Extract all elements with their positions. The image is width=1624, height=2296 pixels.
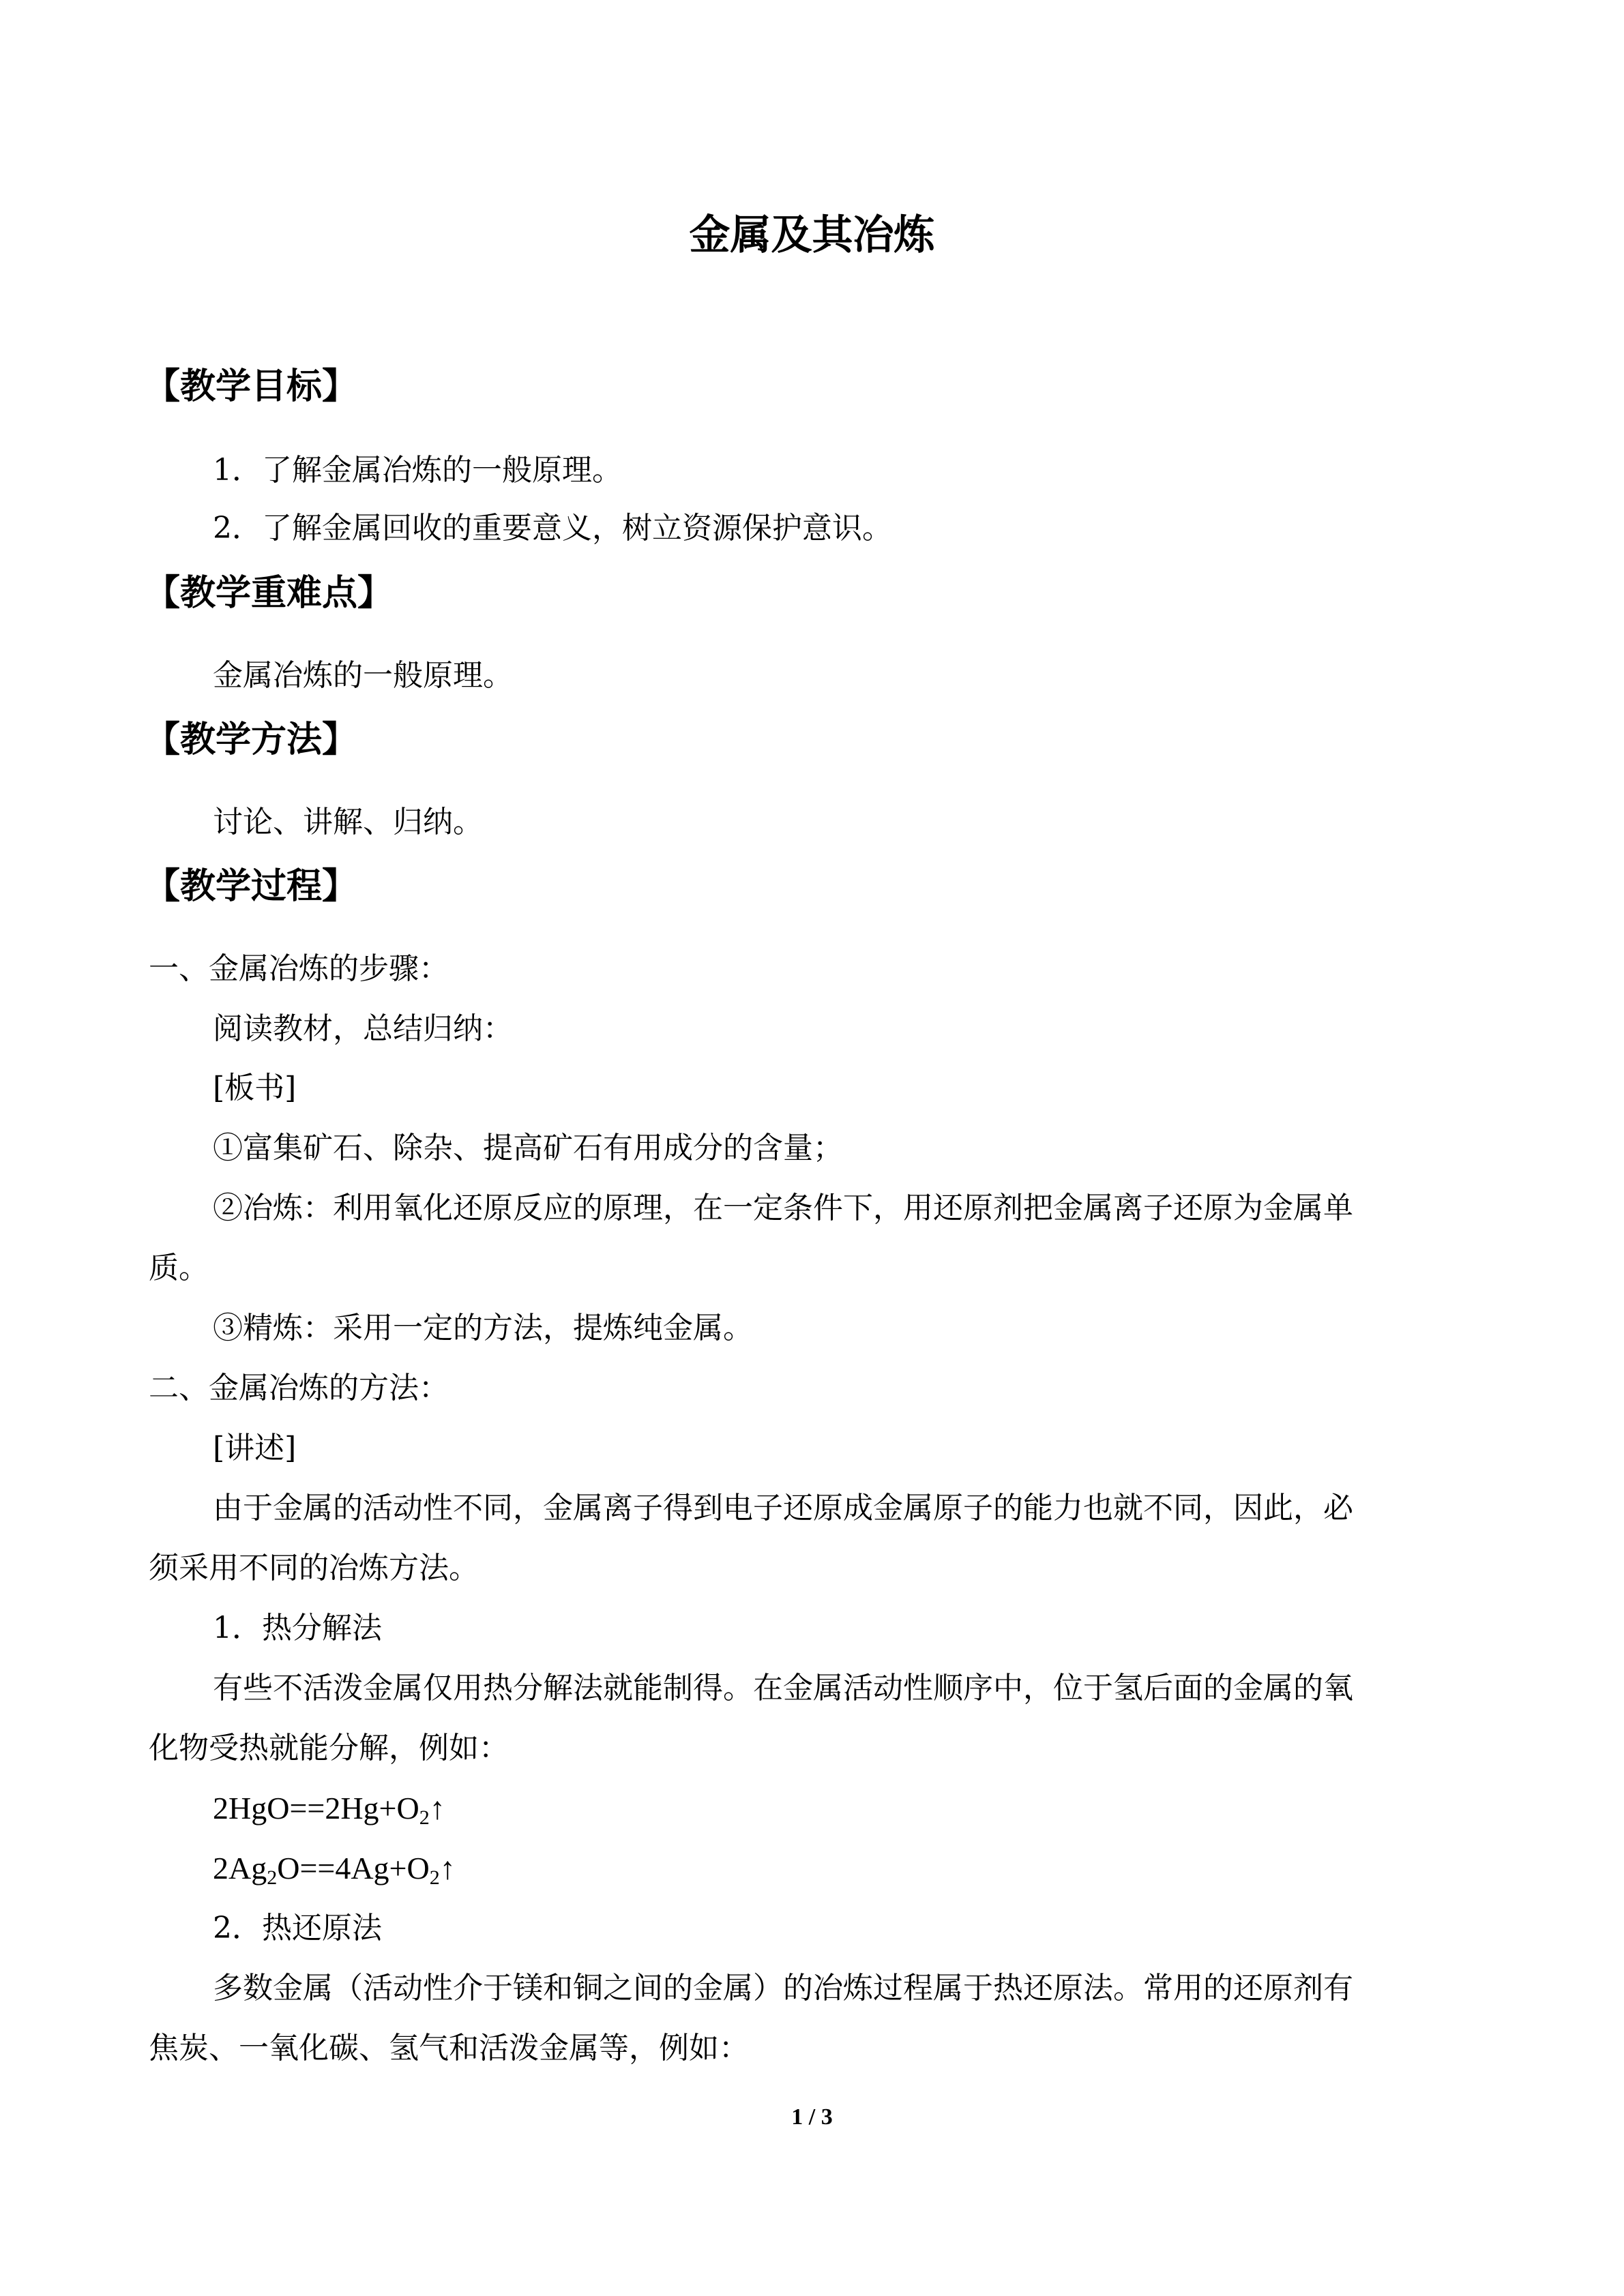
- lecture-label: [讲述]: [213, 1431, 297, 1465]
- methods-text: 讨论、讲解、归纳。: [213, 805, 483, 839]
- up-arrow-icon: ↑: [439, 1851, 456, 1885]
- section-heading-objectives: 【教学目标】: [145, 366, 358, 407]
- equation-2-part-a: 2Ag: [213, 1851, 267, 1885]
- equation-1-subscript: 2: [419, 1806, 430, 1829]
- equation-1: [213, 1788, 445, 1829]
- step-2-line-1: ②冶炼：利用氧化还原反应的原理，在一定条件下，用还原剂把金属离子还原为金属单: [213, 1191, 1353, 1225]
- document-title: 金属及其冶炼: [689, 211, 935, 259]
- method-1-line-2: 化物受热就能分解，例如：: [149, 1731, 509, 1765]
- equation-2-subscript-2: 2: [429, 1866, 440, 1889]
- up-arrow-icon: ↑: [429, 1791, 445, 1825]
- step-3: ③精炼：采用一定的方法，提炼纯金属。: [213, 1311, 753, 1345]
- equation-1-text: 2HgO==2Hg+O: [213, 1791, 419, 1825]
- key-points-text: 金属冶炼的一般原理。: [213, 658, 513, 693]
- objective-item-2: 2．了解金属回收的重要意义，树立资源保护意识。: [213, 511, 892, 546]
- para1-line-1: 由于金属的活动性不同，金属离子得到电子还原成金属原子的能力也就不同，因此，必: [213, 1491, 1353, 1525]
- section-heading-process: 【教学过程】: [145, 866, 358, 907]
- objective-item-1: 1．了解金属冶炼的一般原理。: [213, 453, 622, 488]
- process-part1-title: 一、金属冶炼的步骤：: [149, 951, 449, 986]
- board-note-label: [板书]: [213, 1071, 297, 1105]
- section-heading-methods: 【教学方法】: [145, 719, 358, 760]
- step-1: ①富集矿石、除杂、提高矿石有用成分的含量；: [213, 1131, 843, 1165]
- section-heading-key-points: 【教学重难点】: [145, 573, 394, 614]
- equation-2-part-b: O==4Ag+O: [277, 1851, 430, 1885]
- method-1-line-1: 有些不活泼金属仅用热分解法就能制得。在金属活动性顺序中，位于氢后面的金属的氧: [213, 1671, 1353, 1705]
- page-number: 1 / 3: [791, 2104, 833, 2130]
- method-1-title: 1．热分解法: [213, 1611, 382, 1645]
- step-2-line-2: 质。: [149, 1251, 209, 1285]
- process-part2-title: 二、金属冶炼的方法：: [149, 1371, 449, 1405]
- process-part1-intro: 阅读教材，总结归纳：: [213, 1011, 513, 1046]
- para1-line-2: 须采用不同的冶炼方法。: [149, 1551, 479, 1585]
- equation-2-subscript-1: 2: [267, 1866, 278, 1889]
- method-2-line-2: 焦炭、一氧化碳、氢气和活泼金属等，例如：: [149, 2031, 749, 2066]
- method-2-line-1: 多数金属（活动性介于镁和铜之间的金属）的冶炼过程属于热还原法。常用的还原剂有: [213, 1971, 1353, 2006]
- equation-2: [213, 1848, 456, 1889]
- method-2-title: 2．热还原法: [213, 1911, 382, 1945]
